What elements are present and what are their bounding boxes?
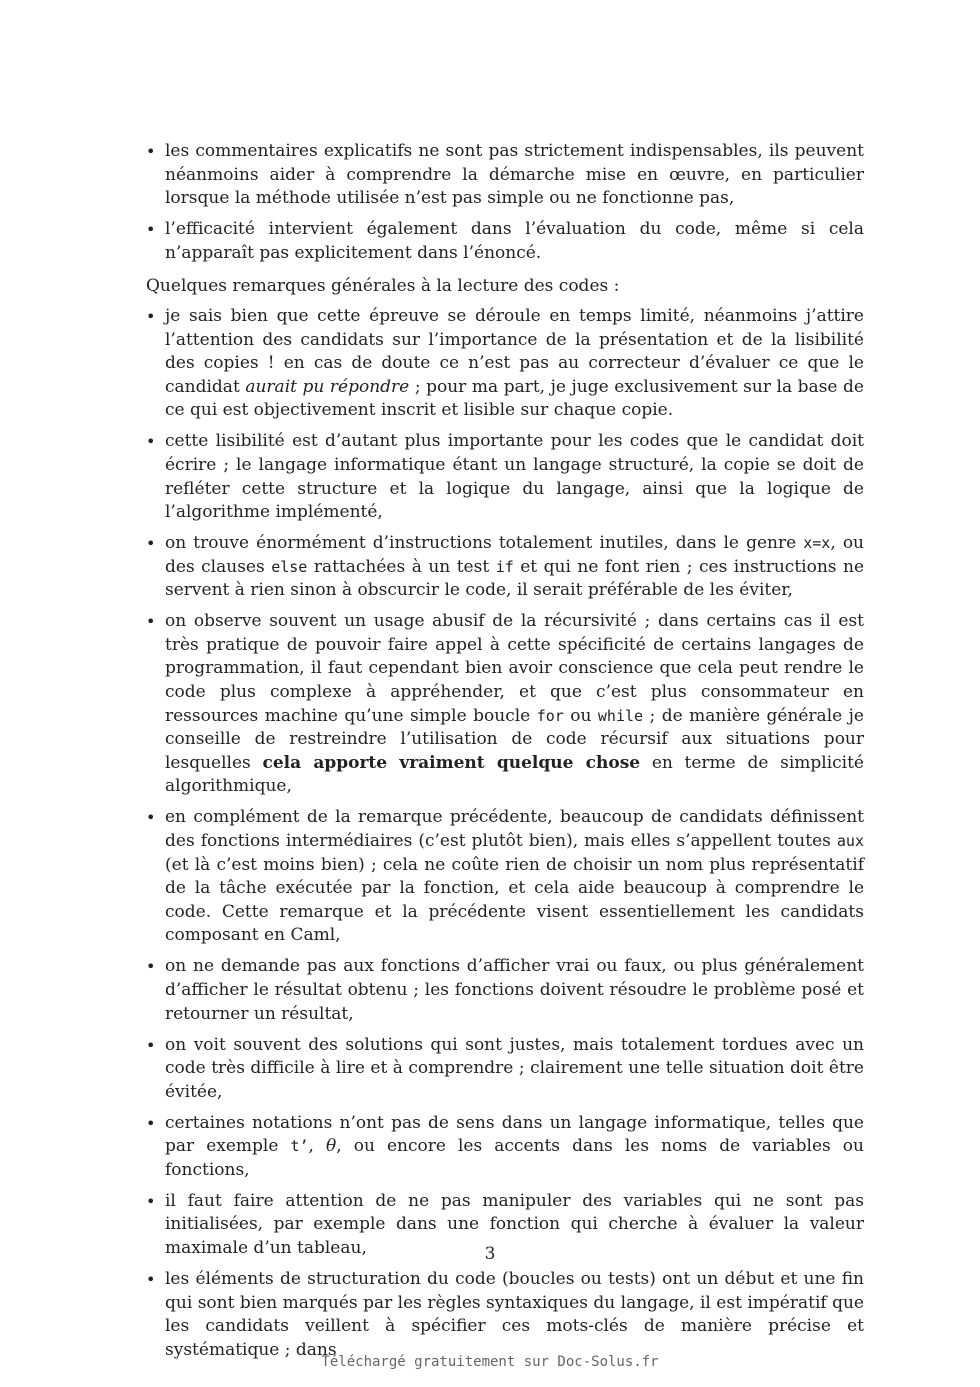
list-item-text: on ne demande pas aux fonctions d’afficher vrai ou faux, ou plus généralement d’afficher le résultat obtenu ; les fonctions doivent résoudre le problème posé et retourner un résultat,: [165, 956, 864, 1024]
list-item: [146, 1268, 864, 1362]
list-item-text: les éléments de structuration du code (boucles ou tests) ont un début et une fin qui sont bien marqués par les règles syntaxiques du langage, il est impératif que les candidats veillent à spécifier ces mots-clés de manière précise et systématique ; dans: [165, 1269, 864, 1360]
bullet-icon: •: [146, 306, 156, 326]
intro-paragraph: Quelques remarques générales à la lecture des codes :: [146, 276, 620, 297]
list-item: [146, 430, 864, 524]
list-item-text: et qui ne font rien ; ces instructions ne servent à rien sinon à obscurcir le code, il serait préférable de les éviter,: [165, 556, 865, 601]
list-item-text: en complément de la remarque précédente, beaucoup de candidats définissent des fonctions intermédiaires (c’est plutôt bien), mais elles s’appellent toutes: [165, 807, 864, 851]
footer-text: Téléchargé gratuitement sur Doc-Solus.fr: [321, 1354, 659, 1370]
list-item-text: les commentaires explicatifs ne sont pas strictement indispensables, ils peuvent néanmoins aider à comprendre la démarche mise en œuvre, en particulier lorsque la méthode utilisée n’est pas simple ou ne fonctionne pas,: [165, 141, 864, 209]
bullet-icon: •: [146, 808, 156, 828]
list-item-text: ou: [563, 705, 598, 726]
bullet-icon: •: [146, 220, 156, 240]
bullet-icon: •: [146, 1035, 156, 1055]
list-item-text: on trouve énormément d’instructions totalement inutiles, dans le genre: [165, 533, 804, 554]
list-item-text: ; pour ma part, je juge exclusivement sur la base de ce qui est objectivement inscrit et lisible sur chaque copie.: [165, 376, 864, 421]
list-item-text: , ou encore les accents dans les noms de variables ou fonctions,: [165, 1136, 864, 1180]
code-snippet: if: [495, 557, 514, 576]
list-item-text: rattachées à un test: [307, 556, 496, 577]
list-item-text: on observe souvent un usage abusif de la récursivité ; dans certains cas il est très pratique de pouvoir faire appel à cette spécificité de certains langages de programmation, il faut cependant bien avoir conscience que cela peut rendre le code plus complexe à appréhender, et que c’est plus consommateur en ressources machine qu’une simple boucle: [165, 611, 864, 726]
list-item-text: (et là c’est moins bien) ; cela ne coûte rien de choisir un nom plus représentatif de la tâche exécutée par la fonction, et cela aide beaucoup à comprendre le code. Cette remarque et la précédente visent essentiellement les candidats composant en Caml,: [165, 854, 864, 946]
emphasis-text: aurait pu répondre: [245, 376, 410, 397]
bullet-icon: •: [146, 612, 156, 632]
bullet-icon: •: [146, 1191, 156, 1211]
list-top: [146, 140, 864, 265]
list-item-text: , ou des clauses: [165, 533, 864, 577]
code-snippet: while: [597, 706, 644, 725]
list-item-text: en terme de simplicité algorithmique,: [165, 752, 864, 797]
list-item-text: il faut faire attention de ne pas manipuler des variables qui ne sont pas initialisées, par exemple dans une fonction qui cherche à évaluer la valeur maximale d’un tableau,: [165, 1190, 864, 1259]
list-item-text: certaines notations n’ont pas de sens dans un langage informatique, telles que par exemple: [165, 1112, 864, 1157]
document-body: [146, 140, 864, 1370]
bullet-icon: •: [146, 1270, 156, 1290]
list-item-text: je sais bien que cette épreuve se déroule en temps limité, néanmoins j’attire l’attention des candidats sur l’importance de la présentation et de la lisibilité des copies ! en cas de doute ce n’est pas au correcteur d’évaluer ce que le candidat: [165, 305, 864, 397]
math-symbol: θ: [326, 1136, 337, 1157]
list-item: [146, 305, 864, 423]
list-item: [146, 218, 864, 265]
list-item-text: ; de manière générale je conseille de restreindre l’utilisation de code récursif aux situations pour lesquelles: [165, 705, 864, 773]
list-item: [146, 955, 864, 1026]
bullet-icon: •: [146, 534, 156, 554]
bullet-icon: •: [146, 957, 156, 977]
bold-text: cela apporte vraiment quelque chose: [262, 752, 641, 773]
code-snippet: x=x: [803, 534, 831, 553]
code-snippet: aux: [836, 831, 864, 850]
list-item-text: l’efficacité intervient également dans l’évaluation du code, même si cela n’apparaît pas explicitement dans l’énoncé.: [165, 219, 864, 263]
bullet-icon: •: [146, 1113, 156, 1133]
code-snippet: t’: [290, 1137, 309, 1156]
list-item: [146, 1112, 864, 1183]
list-item: [146, 1034, 864, 1105]
bullet-icon: •: [146, 432, 156, 452]
list-item: [146, 140, 864, 211]
bullet-icon: •: [146, 142, 156, 161]
list-item: [146, 806, 864, 948]
code-snippet: for: [536, 706, 564, 725]
list-item: [146, 532, 864, 603]
list-item-text: on voit souvent des solutions qui sont justes, mais totalement tordues avec un code très difficile à lire et à comprendre ; clairement une telle situation doit être évitée,: [165, 1034, 864, 1102]
remarks-list: [146, 305, 864, 1362]
list-item-text: ,: [308, 1136, 327, 1157]
list-item: [146, 610, 864, 799]
page-number: 3: [484, 1244, 496, 1264]
list-item-text: cette lisibilité est d’autant plus importante pour les codes que le candidat doit écrire ; le langage informatique étant un langage structuré, la copie se doit de refléter cette structure et la logique du langage, ainsi que la logique de l’algorithme implémenté,: [165, 431, 864, 523]
code-snippet: else: [271, 557, 308, 576]
